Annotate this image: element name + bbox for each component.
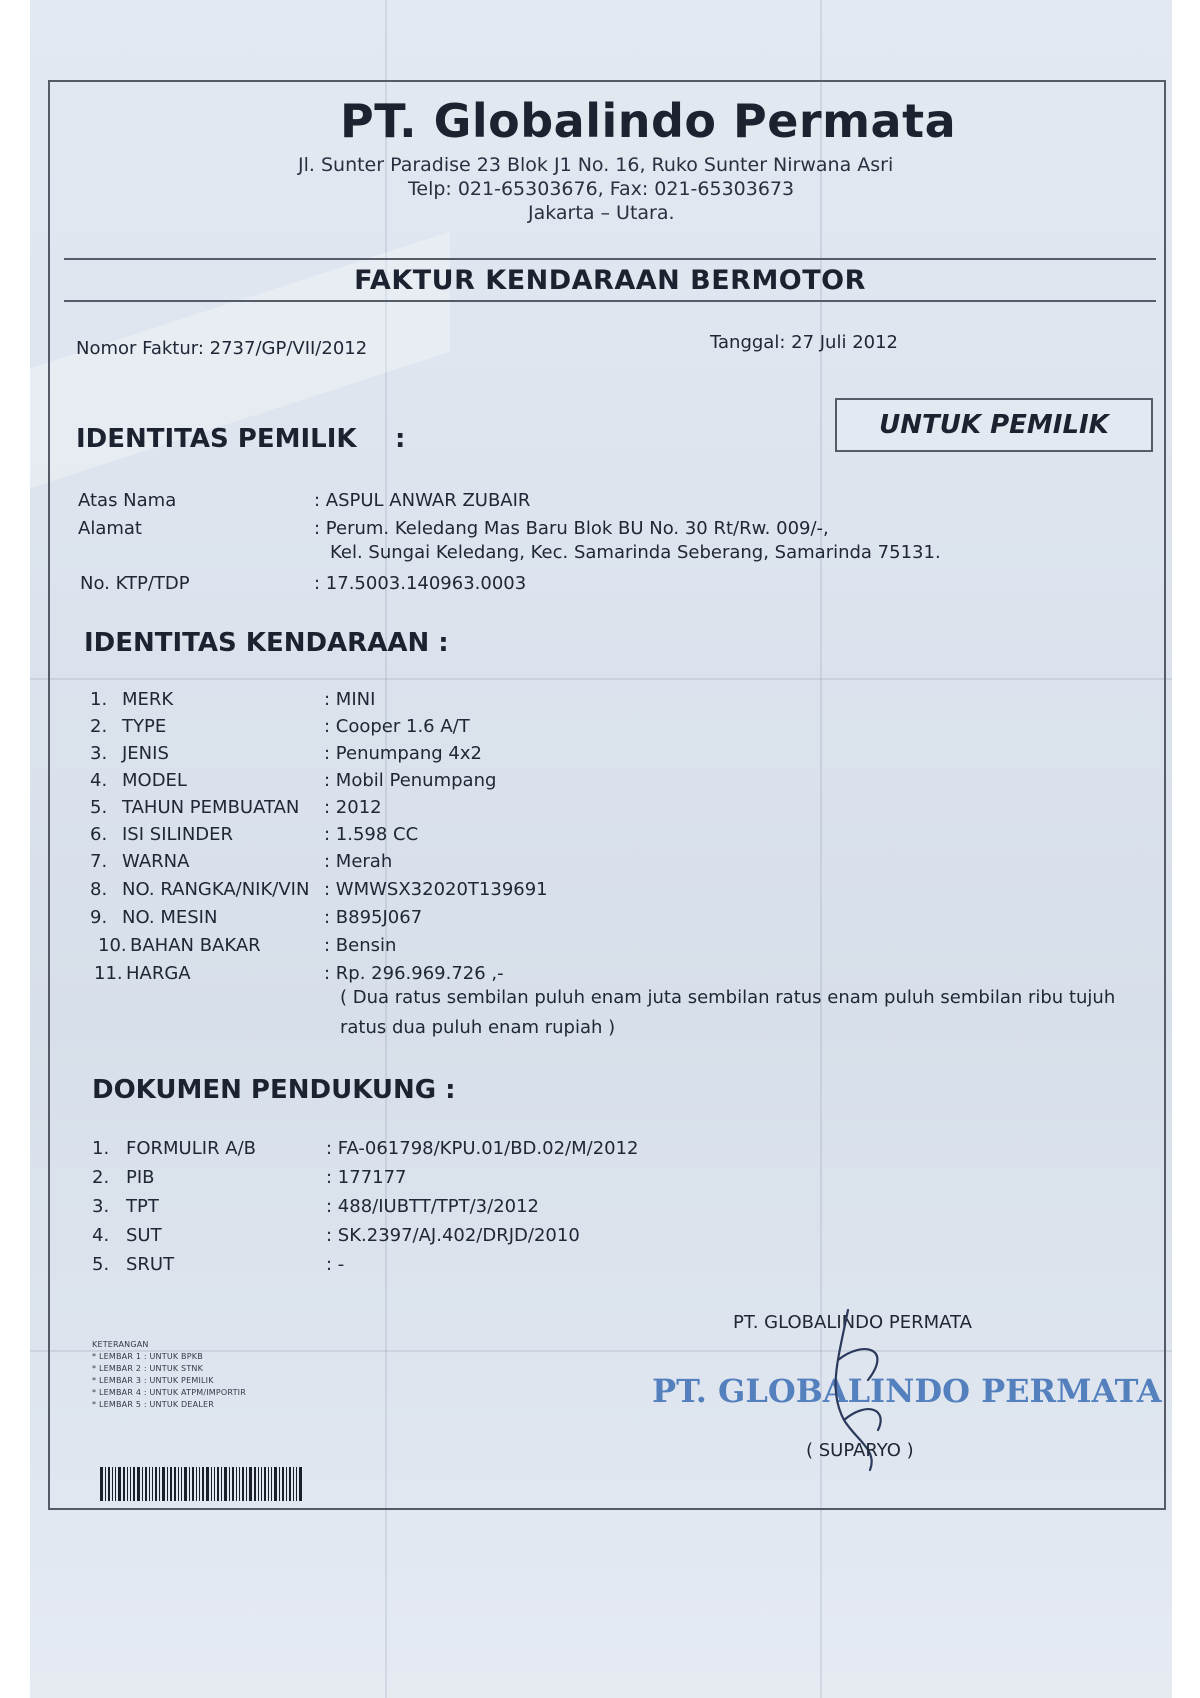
vehicle-row-value: : MINI (324, 689, 376, 710)
vehicle-row-label: MODEL (122, 770, 187, 791)
barcode-bar (229, 1467, 230, 1501)
barcode-bar (239, 1467, 240, 1501)
vehicle-row-num: 1. (90, 689, 108, 710)
document-row-label: FORMULIR A/B (126, 1138, 257, 1159)
barcode-bar (299, 1467, 302, 1501)
barcode-bar (202, 1467, 204, 1501)
copy-label-box (835, 398, 1153, 452)
barcode-bar (217, 1467, 219, 1501)
vehicle-row-value: : B895J067 (324, 907, 423, 928)
keterangan-line: * LEMBAR 3 : UNTUK PEMILIK (92, 1376, 214, 1385)
barcode-bar (174, 1467, 176, 1501)
signer-name: ( SUPARYO ) (806, 1440, 914, 1461)
barcode-bar (123, 1467, 125, 1501)
vehicle-row-num: 10. (98, 935, 127, 956)
barcode-bar (282, 1467, 284, 1501)
vehicle-row-value: : Merah (324, 851, 393, 872)
document-row-value: : - (326, 1254, 345, 1275)
keterangan-line: * LEMBAR 4 : UNTUK ATPM/IMPORTIR (92, 1388, 246, 1397)
barcode-bar (254, 1467, 256, 1501)
barcode-bar (261, 1467, 262, 1501)
barcode-bar (130, 1467, 131, 1501)
vehicle-row-value: : Penumpang 4x2 (324, 743, 482, 764)
vehicle-row-num: 9. (90, 907, 108, 928)
signature-company: PT. GLOBALINDO PERMATA (733, 1312, 972, 1333)
vehicle-row-label: WARNA (122, 851, 190, 872)
document-row-label: PIB (126, 1167, 155, 1188)
barcode-bar (178, 1467, 179, 1501)
owner-address-value-2: Kel. Sungai Keledang, Kec. Samarinda Seberang, Samarinda 75131. (330, 542, 941, 563)
vehicle-row-label: TYPE (122, 716, 167, 737)
barcode-bar (268, 1467, 269, 1501)
barcode-bar (279, 1467, 280, 1501)
vehicle-row-num: 4. (90, 770, 108, 791)
owner-name-value: : ASPUL ANWAR ZUBAIR (314, 490, 531, 511)
vehicle-row-value: : Bensin (324, 935, 397, 956)
barcode-bar (274, 1467, 277, 1501)
company-name: PT. Globalindo Permata (340, 94, 957, 148)
document-row-num: 3. (92, 1196, 110, 1217)
document-row-num: 4. (92, 1225, 110, 1246)
vehicle-row-num: 3. (90, 743, 108, 764)
vehicle-row-num: 5. (90, 797, 108, 818)
vehicle-row-num: 8. (90, 879, 108, 900)
barcode-bar (155, 1467, 157, 1501)
vehicle-row-value: : 2012 (324, 797, 382, 818)
owner-name-label: Atas Nama (78, 490, 177, 511)
vehicle-row-value: : WMWSX32020T139691 (324, 879, 548, 900)
barcode-bar (293, 1467, 294, 1501)
invoice-number: Nomor Faktur: 2737/GP/VII/2012 (76, 338, 368, 359)
company-address: Jl. Sunter Paradise 23 Blok J1 No. 16, Ruko Sunter Nirwana Asri (298, 154, 894, 176)
barcode-bar (199, 1467, 200, 1501)
keterangan-line: * LEMBAR 2 : UNTUK STNK (92, 1364, 204, 1373)
barcode-bar (211, 1467, 212, 1501)
vehicle-row-label: ISI SILINDER (122, 824, 234, 845)
barcode-bar (115, 1467, 116, 1501)
document-row-label: SRUT (126, 1254, 175, 1275)
document-title: FAKTUR KENDARAAN BERMOTOR (354, 264, 866, 296)
vehicle-row-label: NO. MESIN (122, 907, 218, 928)
invoice-date: Tanggal: 27 Juli 2012 (710, 332, 898, 353)
barcode-bar (108, 1467, 110, 1501)
barcode-bar (167, 1467, 168, 1501)
barcode-bar (189, 1467, 190, 1501)
barcode-bar (105, 1467, 106, 1501)
barcode-bar (206, 1467, 209, 1501)
owner-address-label: Alamat (78, 518, 142, 539)
vehicle-row-value: : Cooper 1.6 A/T (324, 716, 470, 737)
barcode-bar (286, 1467, 287, 1501)
barcode-bar (133, 1467, 135, 1501)
barcode-bar (289, 1467, 291, 1501)
documents-section-title: DOKUMEN PENDUKUNG : (92, 1075, 456, 1105)
vehicle-section-title: IDENTITAS KENDARAAN : (84, 628, 449, 658)
barcode-bar (184, 1467, 187, 1501)
document-title-band (64, 258, 1156, 302)
barcode-bar (152, 1467, 153, 1501)
barcode-bar (232, 1467, 234, 1501)
price-in-words-2: ratus dua puluh enam rupiah ) (340, 1017, 616, 1038)
vehicle-row-value: : 1.598 CC (324, 824, 419, 845)
document-row-label: SUT (126, 1225, 162, 1246)
vehicle-row-value: : Mobil Penumpang (324, 770, 497, 791)
barcode-bar (127, 1467, 128, 1501)
barcode-bar (145, 1467, 147, 1501)
copy-label: UNTUK PEMILIK (879, 410, 1109, 440)
barcode-bar (137, 1467, 140, 1501)
barcode-bar (236, 1467, 237, 1501)
owner-id-value: : 17.5003.140963.0003 (314, 573, 527, 594)
vehicle-row-num: 2. (90, 716, 108, 737)
owner-section-title: IDENTITAS PEMILIK (76, 424, 357, 454)
vehicle-row-label: JENIS (122, 743, 169, 764)
barcode-bar (296, 1467, 297, 1501)
vehicle-row-label: BAHAN BAKAR (130, 935, 261, 956)
vehicle-row-num: 7. (90, 851, 108, 872)
barcode-bar (112, 1467, 113, 1501)
barcode-bar (192, 1467, 194, 1501)
vehicle-row-label: TAHUN PEMBUATAN (122, 797, 300, 818)
barcode-bar (149, 1467, 150, 1501)
vehicle-row-value: : Rp. 296.969.726 ,- (324, 963, 504, 984)
owner-section-colon: : (395, 424, 406, 454)
barcode-bar (264, 1467, 266, 1501)
document-row-num: 5. (92, 1254, 110, 1275)
barcode-bar (214, 1467, 215, 1501)
company-phone: Telp: 021-65303676, Fax: 021-65303673 (408, 178, 795, 200)
barcode-bar (224, 1467, 227, 1501)
barcode-bar (159, 1467, 160, 1501)
company-stamp: PT. GLOBALINDO PERMATA (652, 1372, 1162, 1410)
document-row-value: : SK.2397/AJ.402/DRJD/2010 (326, 1225, 580, 1246)
document-row-value: : FA-061798/KPU.01/BD.02/M/2012 (326, 1138, 639, 1159)
keterangan-line: * LEMBAR 5 : UNTUK DEALER (92, 1400, 215, 1409)
document-row-num: 1. (92, 1138, 110, 1159)
vehicle-row-num: 11. (94, 963, 123, 984)
document-row-value: : 177177 (326, 1167, 407, 1188)
barcode-bar (271, 1467, 272, 1501)
barcode-bar (196, 1467, 197, 1501)
barcode-bar (242, 1467, 244, 1501)
barcode-bar (170, 1467, 172, 1501)
barcode-bar (258, 1467, 259, 1501)
barcode (100, 1467, 380, 1501)
barcode-bar (221, 1467, 222, 1501)
vehicle-row-label: MERK (122, 689, 174, 710)
vehicle-row-label: HARGA (126, 963, 191, 984)
document-row-label: TPT (126, 1196, 159, 1217)
owner-id-label: No. KTP/TDP (80, 573, 190, 594)
barcode-bar (142, 1467, 143, 1501)
barcode-bar (249, 1467, 252, 1501)
barcode-bar (100, 1467, 103, 1501)
price-in-words: ( Dua ratus sembilan puluh enam juta sembilan ratus enam puluh sembilan ribu tujuh (340, 987, 1116, 1008)
keterangan-title: KETERANGAN (92, 1340, 149, 1349)
document-row-num: 2. (92, 1167, 110, 1188)
owner-address-value: : Perum. Keledang Mas Baru Blok BU No. 30 Rt/Rw. 009/-, (314, 518, 829, 539)
vehicle-row-num: 6. (90, 824, 108, 845)
document-row-value: : 488/IUBTT/TPT/3/2012 (326, 1196, 540, 1217)
company-city: Jakarta – Utara. (528, 202, 675, 224)
vehicle-row-label: NO. RANGKA/NIK/VIN (122, 879, 310, 900)
barcode-bar (181, 1467, 182, 1501)
barcode-bar (246, 1467, 247, 1501)
keterangan-line: * LEMBAR 1 : UNTUK BPKB (92, 1352, 203, 1361)
barcode-bar (162, 1467, 165, 1501)
barcode-bar (118, 1467, 121, 1501)
